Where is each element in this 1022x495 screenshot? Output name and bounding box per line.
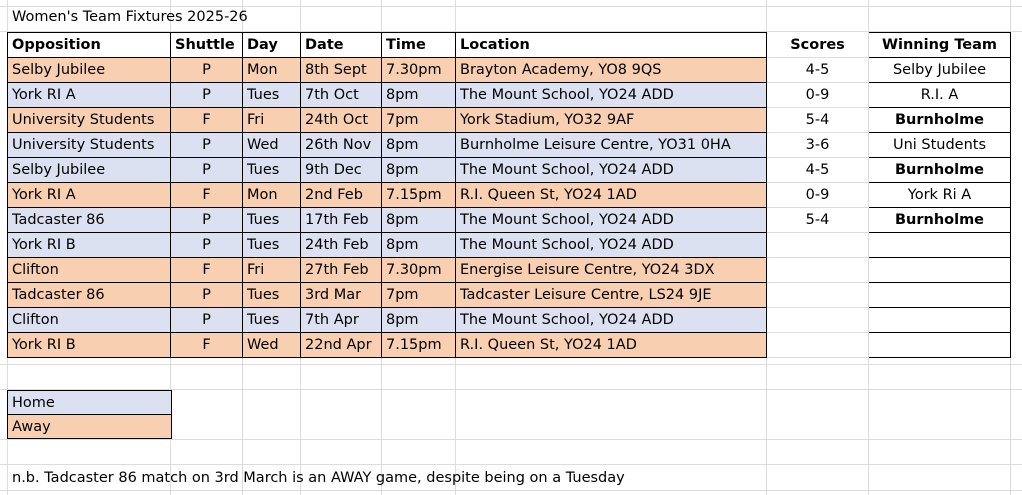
cell-shuttle[interactable]: P [171,83,243,108]
gridline [0,464,1022,465]
footnote[interactable]: n.b. Tadcaster 86 match on 3rd March is an AWAY game, despite being on a Tuesday [12,470,625,486]
cell-shuttle[interactable]: F [171,183,243,208]
cell-location[interactable]: The Mount School, YO24 ADD [456,233,767,258]
fixture-row [8,108,1011,133]
cell-time[interactable]: 7.30pm [382,258,456,283]
cell-score[interactable] [767,333,869,358]
fixture-row [8,258,1011,283]
cell-time[interactable]: 7.15pm [382,333,456,358]
cell-location[interactable]: Tadcaster Leisure Centre, LS24 9JE [456,283,767,308]
cell-score[interactable] [767,258,869,283]
cell-date[interactable]: 7th Apr [301,308,382,333]
cell-opposition[interactable]: Tadcaster 86 [8,283,171,308]
fixture-row [8,183,1011,208]
cell-time[interactable]: 7pm [382,108,456,133]
cell-opposition[interactable]: Selby Jubilee [8,158,171,183]
fixtures-body [8,58,1011,358]
gridline [0,439,1022,440]
cell-day[interactable]: Wed [243,333,301,358]
cell-date[interactable]: 24th Feb [301,233,382,258]
cell-shuttle[interactable]: F [171,108,243,133]
cell-winning-team[interactable] [869,308,1011,333]
cell-winning-team[interactable]: Uni Students [869,133,1011,158]
cell-time[interactable]: 7.15pm [382,183,456,208]
cell-time[interactable]: 7pm [382,283,456,308]
cell-date[interactable]: 3rd Mar [301,283,382,308]
fixture-row [8,208,1011,233]
cell-location[interactable]: Brayton Academy, YO8 9QS [456,58,767,83]
cell-location[interactable]: York Stadium, YO32 9AF [456,108,767,133]
header-date[interactable]: Date [301,33,382,58]
cell-location[interactable]: The Mount School, YO24 ADD [456,83,767,108]
cell-day[interactable]: Tues [243,83,301,108]
cell-time[interactable]: 8pm [382,83,456,108]
cell-opposition[interactable]: York RI B [8,233,171,258]
cell-opposition[interactable]: Selby Jubilee [8,58,171,83]
cell-winning-team[interactable] [869,333,1011,358]
cell-shuttle[interactable]: F [171,258,243,283]
cell-date[interactable]: 26th Nov [301,133,382,158]
fixture-row [8,58,1011,83]
cell-date[interactable]: 9th Dec [301,158,382,183]
cell-opposition[interactable]: Tadcaster 86 [8,208,171,233]
fixture-row [8,283,1011,308]
cell-winning-team[interactable]: R.I. A [869,83,1011,108]
cell-winning-team[interactable]: Burnholme [869,108,1011,133]
cell-day[interactable]: Tues [243,283,301,308]
cell-opposition[interactable]: York RI A [8,183,171,208]
cell-opposition[interactable]: University Students [8,108,171,133]
cell-opposition[interactable]: University Students [8,133,171,158]
fixture-row [8,83,1011,108]
cell-score[interactable]: 4-5 [767,58,869,83]
cell-score[interactable]: 3-6 [767,133,869,158]
cell-date[interactable]: 2nd Feb [301,183,382,208]
cell-winning-team[interactable]: Burnholme [869,208,1011,233]
cell-day[interactable]: Mon [243,183,301,208]
header-scores[interactable]: Scores [767,33,869,58]
cell-score[interactable] [767,233,869,258]
cell-shuttle[interactable]: F [171,333,243,358]
legend-away[interactable]: Away [7,414,172,439]
cell-location[interactable]: R.I. Queen St, YO24 1AD [456,333,767,358]
cell-time[interactable]: 8pm [382,208,456,233]
cell-opposition[interactable]: Clifton [8,308,171,333]
cell-opposition[interactable]: York RI B [8,333,171,358]
fixture-row [8,133,1011,158]
cell-location[interactable]: Energise Leisure Centre, YO24 3DX [456,258,767,283]
cell-location[interactable]: The Mount School, YO24 ADD [456,158,767,183]
legend-home[interactable]: Home [7,390,172,415]
cell-shuttle[interactable]: P [171,308,243,333]
cell-date[interactable]: 7th Oct [301,83,382,108]
fixture-row [8,333,1011,358]
cell-time[interactable]: 8pm [382,308,456,333]
cell-date[interactable]: 24th Oct [301,108,382,133]
cell-winning-team[interactable] [869,283,1011,308]
cell-day[interactable]: Mon [243,58,301,83]
cell-day[interactable]: Fri [243,108,301,133]
cell-score[interactable] [767,308,869,333]
cell-day[interactable]: Tues [243,158,301,183]
cell-shuttle[interactable]: P [171,58,243,83]
cell-winning-team[interactable] [869,233,1011,258]
cell-opposition[interactable]: York RI A [8,83,171,108]
cell-day[interactable]: Tues [243,308,301,333]
cell-score[interactable] [767,283,869,308]
cell-winning-team[interactable]: Selby Jubilee [869,58,1011,83]
cell-shuttle[interactable]: P [171,208,243,233]
sheet-title[interactable]: Women's Team Fixtures 2025-26 [12,9,248,25]
fixtures-table [7,32,1011,358]
cell-score[interactable]: 0-9 [767,183,869,208]
cell-score[interactable]: 5-4 [767,208,869,233]
cell-winning-team[interactable] [869,258,1011,283]
cell-score[interactable]: 0-9 [767,83,869,108]
cell-shuttle[interactable]: P [171,233,243,258]
cell-time[interactable]: 8pm [382,133,456,158]
cell-score[interactable]: 5-4 [767,108,869,133]
header-opposition[interactable]: Opposition [8,33,171,58]
gridline [0,364,1022,365]
cell-day[interactable]: Wed [243,133,301,158]
header-time[interactable]: Time [382,33,456,58]
cell-shuttle[interactable]: P [171,158,243,183]
header-winning-team[interactable]: Winning Team [869,33,1011,58]
header-day[interactable]: Day [243,33,301,58]
header-location[interactable]: Location [456,33,767,58]
cell-date[interactable]: 17th Feb [301,208,382,233]
fixture-row [8,158,1011,183]
cell-time[interactable]: 8pm [382,158,456,183]
cell-day[interactable]: Fri [243,258,301,283]
cell-time[interactable]: 7.30pm [382,58,456,83]
cell-shuttle[interactable]: P [171,283,243,308]
cell-date[interactable]: 8th Sept [301,58,382,83]
cell-day[interactable]: Tues [243,233,301,258]
header-row [8,33,1011,58]
cell-time[interactable]: 8pm [382,233,456,258]
cell-day[interactable]: Tues [243,208,301,233]
cell-winning-team[interactable]: York Ri A [869,183,1011,208]
cell-opposition[interactable]: Clifton [8,258,171,283]
fixture-row [8,308,1011,333]
cell-winning-team[interactable]: Burnholme [869,158,1011,183]
cell-location[interactable]: Burnholme Leisure Centre, YO31 0HA [456,133,767,158]
fixture-row [8,233,1011,258]
header-shuttle[interactable]: Shuttle [171,33,243,58]
cell-location[interactable]: The Mount School, YO24 ADD [456,308,767,333]
cell-location[interactable]: R.I. Queen St, YO24 1AD [456,183,767,208]
cell-shuttle[interactable]: P [171,133,243,158]
cell-date[interactable]: 27th Feb [301,258,382,283]
cell-date[interactable]: 22nd Apr [301,333,382,358]
cell-score[interactable]: 4-5 [767,158,869,183]
cell-location[interactable]: The Mount School, YO24 ADD [456,208,767,233]
